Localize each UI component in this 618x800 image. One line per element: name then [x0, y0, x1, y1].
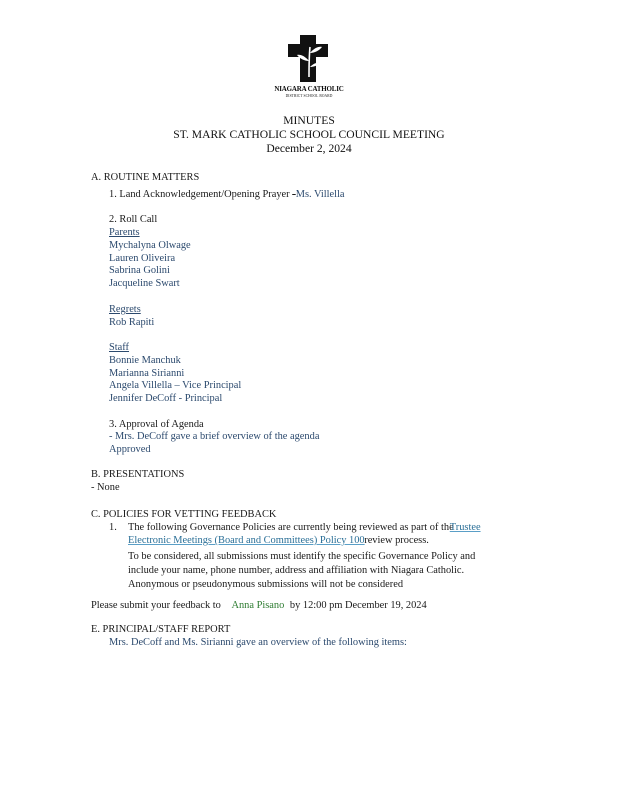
agenda-item-2: 2. Roll Call	[109, 214, 158, 225]
policy-line-5: Anonymous or pseudonymous submissions will not be considered	[128, 579, 404, 590]
meeting-date: December 2, 2024	[266, 142, 352, 155]
parent-name: Sabrina Golini	[109, 265, 170, 276]
regrets-name: Rob Rapiti	[109, 317, 155, 328]
parents-label: Parents	[109, 227, 140, 238]
board-logo	[262, 33, 356, 103]
agenda-item-1-dash: -	[292, 189, 296, 200]
section-e-title: E. PRINCIPAL/STAFF REPORT	[91, 624, 231, 635]
agenda-item-3-result: Approved	[109, 444, 151, 455]
logo-name: NIAGARA CATHOLIC	[274, 85, 344, 93]
parent-name: Lauren Oliveira	[109, 253, 176, 264]
meeting-title: ST. MARK CATHOLIC SCHOOL COUNCIL MEETING	[173, 128, 445, 141]
regrets-label: Regrets	[109, 304, 141, 315]
feedback-line	[91, 600, 427, 613]
agenda-item-3: 3. Approval of Agenda	[109, 419, 204, 430]
staff-name: Bonnie Manchuk	[109, 355, 181, 366]
staff-name: Marianna Sirianni	[109, 368, 185, 379]
feedback-deadline: by 12:00 pm December 19, 2024	[289, 600, 427, 611]
agenda-item-3-note: - Mrs. DeCoff gave a brief overview of the agenda	[109, 431, 320, 442]
policy-line-2-text: review process.	[361, 535, 429, 546]
feedback-prefix: Please submit your feedback to	[91, 600, 221, 611]
cross-logo-icon	[262, 33, 356, 85]
policy-item-number: 1.	[109, 522, 117, 533]
section-a-title: A. ROUTINE MATTERS	[91, 172, 200, 183]
section-b-content: - None	[91, 482, 120, 493]
parent-name: Jacqueline Swart	[109, 278, 180, 289]
policy-line-2	[128, 535, 429, 548]
policy-line-1-e: e	[449, 522, 450, 533]
agenda-item-1-person: Ms. Villella	[295, 189, 345, 200]
parent-name: Mychalyna Olwage	[109, 240, 191, 251]
section-b-title: B. PRESENTATIONS	[91, 469, 185, 480]
staff-name: Angela Villella – Vice Principal	[109, 380, 242, 391]
policy-link[interactable]: Electronic Meetings (Board and Committees) Policy 100	[128, 535, 365, 546]
policy-link-start[interactable]: Trustee	[449, 522, 481, 533]
doc-type: MINUTES	[283, 114, 335, 127]
feedback-contact: Anna Pisano	[231, 600, 285, 611]
section-c-title: C. POLICIES FOR VETTING FEEDBACK	[91, 509, 277, 520]
staff-name: Jennifer DeCoff - Principal	[109, 393, 223, 404]
agenda-item-1	[109, 189, 345, 202]
policy-line-1-text: The following Governance Policies are currently being reviewed as part of th	[128, 522, 450, 533]
section-e-content: Mrs. DeCoff and Ms. Sirianni gave an overview of the following items:	[109, 637, 407, 648]
agenda-item-1-text: 1. Land Acknowledgement/Opening Prayer	[109, 189, 293, 200]
logo-subtitle: DISTRICT SCHOOL BOARD	[285, 94, 333, 98]
policy-line-4: include your name, phone number, address and affiliation with Niagara Catholic.	[128, 565, 465, 576]
staff-label: Staff	[109, 342, 130, 353]
policy-line-1	[128, 522, 481, 535]
policy-line-3: To be considered, all submissions must identify the specific Governance Policy and	[128, 551, 476, 562]
